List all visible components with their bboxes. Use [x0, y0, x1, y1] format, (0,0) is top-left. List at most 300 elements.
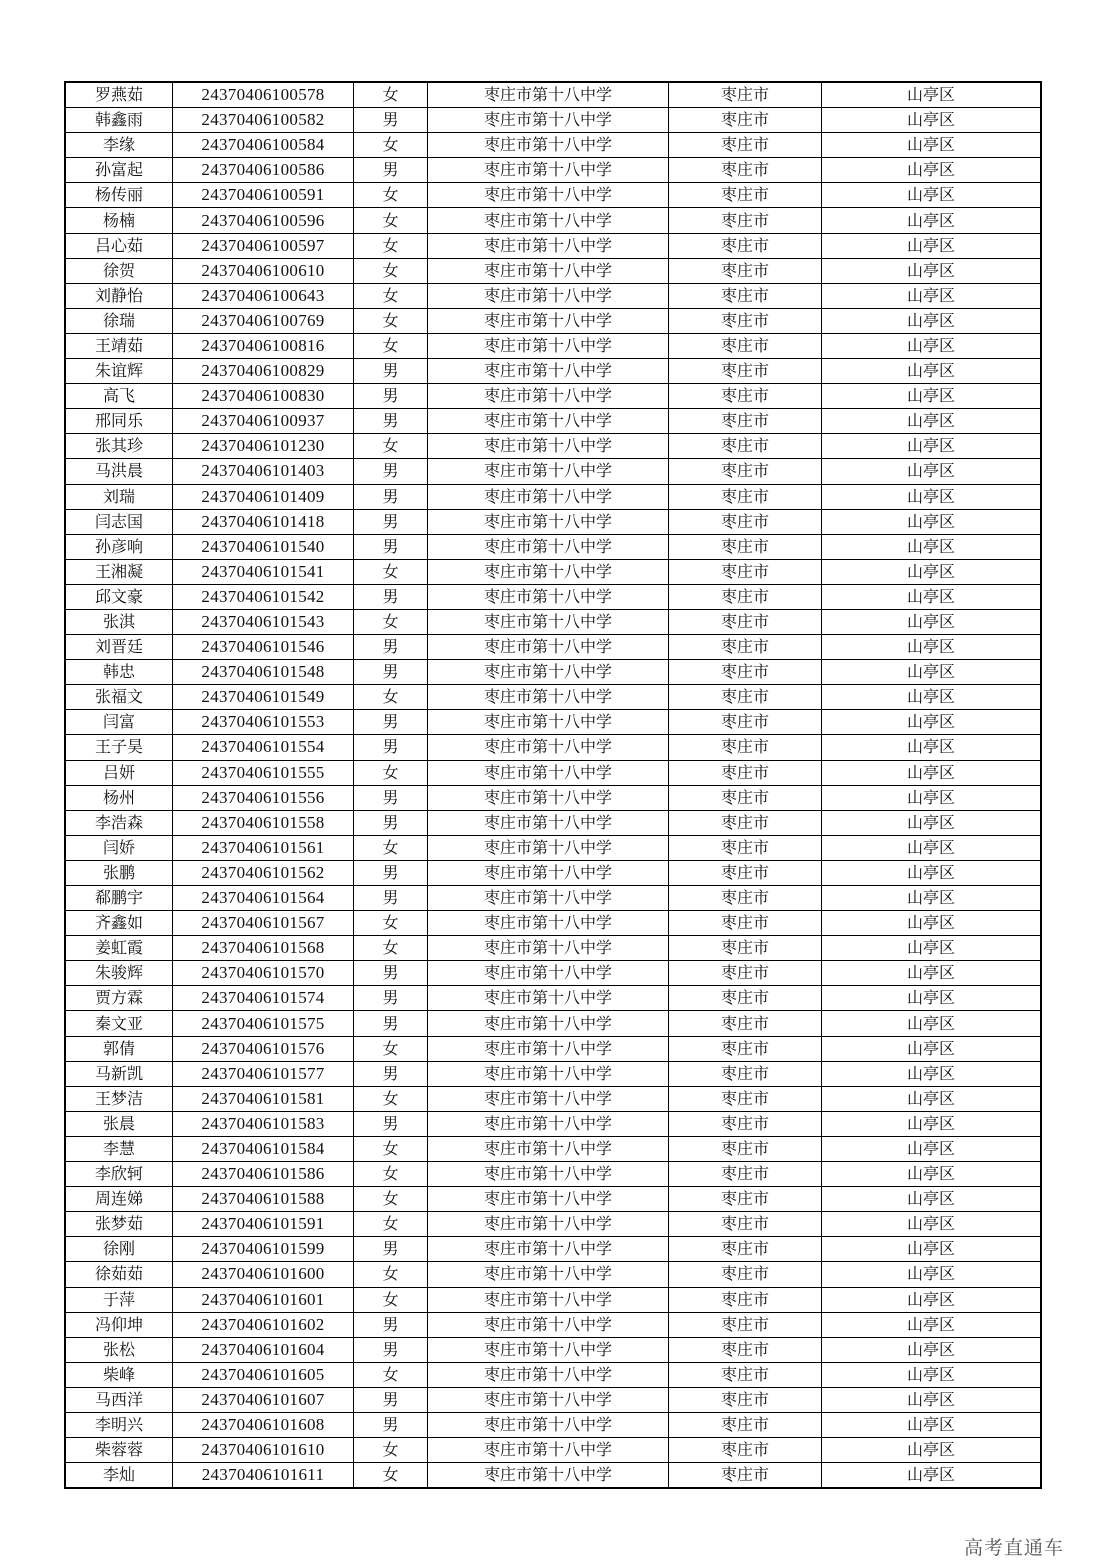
school-cell: 枣庄市第十八中学: [428, 635, 669, 660]
table-row: [65, 133, 1041, 158]
school-cell: 枣庄市第十八中学: [428, 108, 669, 133]
gender-cell: 男: [354, 810, 428, 835]
school-cell: 枣庄市第十八中学: [428, 82, 669, 108]
table-row: [65, 108, 1041, 133]
city-cell: 枣庄市: [669, 133, 822, 158]
table-row: [65, 1111, 1041, 1136]
district-cell: 山亭区: [822, 1387, 1042, 1412]
exam-id-cell: 24370406101554: [173, 735, 354, 760]
city-cell: 枣庄市: [669, 810, 822, 835]
student-name-cell: 冯仰坤: [65, 1312, 173, 1337]
school-cell: 枣庄市第十八中学: [428, 1412, 669, 1437]
district-cell: 山亭区: [822, 258, 1042, 283]
student-name-cell: 马洪晨: [65, 459, 173, 484]
student-name-cell: 郗鹏宇: [65, 886, 173, 911]
student-name-cell: 徐刚: [65, 1237, 173, 1262]
table-row: [65, 710, 1041, 735]
gender-cell: 女: [354, 258, 428, 283]
city-cell: 枣庄市: [669, 835, 822, 860]
district-cell: 山亭区: [822, 1312, 1042, 1337]
school-cell: 枣庄市第十八中学: [428, 685, 669, 710]
school-cell: 枣庄市第十八中学: [428, 1011, 669, 1036]
gender-cell: 男: [354, 635, 428, 660]
city-cell: 枣庄市: [669, 434, 822, 459]
city-cell: 枣庄市: [669, 1412, 822, 1437]
student-name-cell: 李浩森: [65, 810, 173, 835]
gender-cell: 男: [354, 1061, 428, 1086]
city-cell: 枣庄市: [669, 1187, 822, 1212]
district-cell: 山亭区: [822, 1463, 1042, 1489]
school-cell: 枣庄市第十八中学: [428, 860, 669, 885]
gender-cell: 女: [354, 283, 428, 308]
school-cell: 枣庄市第十八中学: [428, 1312, 669, 1337]
exam-id-cell: 24370406101562: [173, 860, 354, 885]
district-cell: 山亭区: [822, 1036, 1042, 1061]
district-cell: 山亭区: [822, 1362, 1042, 1387]
city-cell: 枣庄市: [669, 1262, 822, 1287]
district-cell: 山亭区: [822, 1011, 1042, 1036]
table-row: [65, 584, 1041, 609]
table-row: [65, 459, 1041, 484]
table-row: [65, 1061, 1041, 1086]
district-cell: 山亭区: [822, 584, 1042, 609]
district-cell: 山亭区: [822, 158, 1042, 183]
table-row: [65, 258, 1041, 283]
gender-cell: 男: [354, 108, 428, 133]
exam-id-cell: 24370406100586: [173, 158, 354, 183]
district-cell: 山亭区: [822, 936, 1042, 961]
city-cell: 枣庄市: [669, 1011, 822, 1036]
city-cell: 枣庄市: [669, 409, 822, 434]
school-cell: 枣庄市第十八中学: [428, 183, 669, 208]
exam-id-cell: 24370406101577: [173, 1061, 354, 1086]
table-row: [65, 886, 1041, 911]
district-cell: 山亭区: [822, 208, 1042, 233]
student-name-cell: 马西洋: [65, 1387, 173, 1412]
table-row: [65, 986, 1041, 1011]
school-cell: 枣庄市第十八中学: [428, 1036, 669, 1061]
gender-cell: 男: [354, 1337, 428, 1362]
gender-cell: 女: [354, 685, 428, 710]
exam-id-cell: 24370406100591: [173, 183, 354, 208]
student-name-cell: 邱文豪: [65, 584, 173, 609]
exam-id-cell: 24370406100578: [173, 82, 354, 108]
exam-id-cell: 24370406101403: [173, 459, 354, 484]
table-row: [65, 835, 1041, 860]
student-name-cell: 闫娇: [65, 835, 173, 860]
school-cell: 枣庄市第十八中学: [428, 509, 669, 534]
city-cell: 枣庄市: [669, 509, 822, 534]
gender-cell: 女: [354, 333, 428, 358]
student-name-cell: 韩鑫雨: [65, 108, 173, 133]
student-name-cell: 柴蓉蓉: [65, 1438, 173, 1463]
city-cell: 枣庄市: [669, 183, 822, 208]
student-name-cell: 王子昊: [65, 735, 173, 760]
district-cell: 山亭区: [822, 660, 1042, 685]
district-cell: 山亭区: [822, 1287, 1042, 1312]
city-cell: 枣庄市: [669, 785, 822, 810]
district-cell: 山亭区: [822, 233, 1042, 258]
table-row: [65, 359, 1041, 384]
table-row: [65, 936, 1041, 961]
city-cell: 枣庄市: [669, 82, 822, 108]
exam-id-cell: 24370406100610: [173, 258, 354, 283]
city-cell: 枣庄市: [669, 233, 822, 258]
student-name-cell: 王湘凝: [65, 559, 173, 584]
gender-cell: 女: [354, 208, 428, 233]
district-cell: 山亭区: [822, 559, 1042, 584]
student-name-cell: 闫志国: [65, 509, 173, 534]
student-name-cell: 孙彦响: [65, 534, 173, 559]
table-row: [65, 1412, 1041, 1437]
district-cell: 山亭区: [822, 308, 1042, 333]
gender-cell: 男: [354, 534, 428, 559]
exam-id-cell: 24370406101574: [173, 986, 354, 1011]
student-name-cell: 齐鑫如: [65, 911, 173, 936]
school-cell: 枣庄市第十八中学: [428, 584, 669, 609]
gender-cell: 男: [354, 1412, 428, 1437]
city-cell: 枣庄市: [669, 1086, 822, 1111]
exam-id-cell: 24370406101542: [173, 584, 354, 609]
exam-id-cell: 24370406101558: [173, 810, 354, 835]
student-name-cell: 高飞: [65, 384, 173, 409]
city-cell: 枣庄市: [669, 1111, 822, 1136]
student-name-cell: 张晨: [65, 1111, 173, 1136]
exam-id-cell: 24370406101586: [173, 1162, 354, 1187]
school-cell: 枣庄市第十八中学: [428, 1136, 669, 1161]
city-cell: 枣庄市: [669, 1463, 822, 1489]
student-name-cell: 张其珍: [65, 434, 173, 459]
gender-cell: 女: [354, 1036, 428, 1061]
district-cell: 山亭区: [822, 685, 1042, 710]
school-cell: 枣庄市第十八中学: [428, 208, 669, 233]
school-cell: 枣庄市第十八中学: [428, 459, 669, 484]
exam-id-cell: 24370406101543: [173, 609, 354, 634]
school-cell: 枣庄市第十八中学: [428, 1387, 669, 1412]
student-name-cell: 罗燕茹: [65, 82, 173, 108]
table-row: [65, 1387, 1041, 1412]
table-row: [65, 1036, 1041, 1061]
gender-cell: 男: [354, 409, 428, 434]
school-cell: 枣庄市第十八中学: [428, 1337, 669, 1362]
school-cell: 枣庄市第十八中学: [428, 1237, 669, 1262]
gender-cell: 女: [354, 911, 428, 936]
gender-cell: 男: [354, 384, 428, 409]
exam-id-cell: 24370406101540: [173, 534, 354, 559]
table-row: [65, 1136, 1041, 1161]
gender-cell: 女: [354, 609, 428, 634]
school-cell: 枣庄市第十八中学: [428, 609, 669, 634]
district-cell: 山亭区: [822, 1262, 1042, 1287]
school-cell: 枣庄市第十八中学: [428, 1111, 669, 1136]
table-row: [65, 158, 1041, 183]
student-name-cell: 朱谊辉: [65, 359, 173, 384]
student-name-cell: 李欣轲: [65, 1162, 173, 1187]
city-cell: 枣庄市: [669, 384, 822, 409]
city-cell: 枣庄市: [669, 359, 822, 384]
district-cell: 山亭区: [822, 911, 1042, 936]
exam-id-cell: 24370406101570: [173, 961, 354, 986]
school-cell: 枣庄市第十八中学: [428, 1438, 669, 1463]
exam-id-cell: 24370406101567: [173, 911, 354, 936]
city-cell: 枣庄市: [669, 936, 822, 961]
gender-cell: 男: [354, 1312, 428, 1337]
gender-cell: 男: [354, 710, 428, 735]
table-row: [65, 434, 1041, 459]
exam-id-cell: 24370406101546: [173, 635, 354, 660]
table-row: [65, 283, 1041, 308]
gender-cell: 女: [354, 183, 428, 208]
table-row: [65, 484, 1041, 509]
city-cell: 枣庄市: [669, 158, 822, 183]
school-cell: 枣庄市第十八中学: [428, 1061, 669, 1086]
city-cell: 枣庄市: [669, 534, 822, 559]
exam-id-cell: 24370406101584: [173, 1136, 354, 1161]
city-cell: 枣庄市: [669, 1237, 822, 1262]
table-row: [65, 208, 1041, 233]
school-cell: 枣庄市第十八中学: [428, 384, 669, 409]
watermark: 高考直通车: [964, 1537, 1065, 1559]
school-cell: 枣庄市第十八中学: [428, 283, 669, 308]
gender-cell: 男: [354, 660, 428, 685]
table-row: [65, 534, 1041, 559]
district-cell: 山亭区: [822, 1162, 1042, 1187]
school-cell: 枣庄市第十八中学: [428, 1362, 669, 1387]
exam-id-cell: 24370406101600: [173, 1262, 354, 1287]
district-cell: 山亭区: [822, 133, 1042, 158]
school-cell: 枣庄市第十八中学: [428, 333, 669, 358]
city-cell: 枣庄市: [669, 1162, 822, 1187]
school-cell: 枣庄市第十八中学: [428, 810, 669, 835]
exam-id-cell: 24370406100769: [173, 308, 354, 333]
student-name-cell: 杨传丽: [65, 183, 173, 208]
city-cell: 枣庄市: [669, 986, 822, 1011]
gender-cell: 女: [354, 1212, 428, 1237]
student-name-cell: 柴峰: [65, 1362, 173, 1387]
district-cell: 山亭区: [822, 710, 1042, 735]
exam-id-cell: 24370406100582: [173, 108, 354, 133]
district-cell: 山亭区: [822, 509, 1042, 534]
gender-cell: 女: [354, 1187, 428, 1212]
exam-id-cell: 24370406101541: [173, 559, 354, 584]
district-cell: 山亭区: [822, 1337, 1042, 1362]
student-name-cell: 孙富起: [65, 158, 173, 183]
city-cell: 枣庄市: [669, 108, 822, 133]
district-cell: 山亭区: [822, 1237, 1042, 1262]
city-cell: 枣庄市: [669, 961, 822, 986]
gender-cell: 女: [354, 434, 428, 459]
table-row: [65, 609, 1041, 634]
district-cell: 山亭区: [822, 810, 1042, 835]
student-name-cell: 吕妍: [65, 760, 173, 785]
exam-id-cell: 24370406101418: [173, 509, 354, 534]
city-cell: 枣庄市: [669, 660, 822, 685]
exam-id-cell: 24370406101605: [173, 1362, 354, 1387]
school-cell: 枣庄市第十八中学: [428, 359, 669, 384]
school-cell: 枣庄市第十八中学: [428, 158, 669, 183]
district-cell: 山亭区: [822, 735, 1042, 760]
district-cell: 山亭区: [822, 1438, 1042, 1463]
school-cell: 枣庄市第十八中学: [428, 1162, 669, 1187]
table-row: [65, 860, 1041, 885]
gender-cell: 女: [354, 760, 428, 785]
district-cell: 山亭区: [822, 434, 1042, 459]
city-cell: 枣庄市: [669, 584, 822, 609]
table-row: [65, 183, 1041, 208]
gender-cell: 女: [354, 1086, 428, 1111]
district-cell: 山亭区: [822, 534, 1042, 559]
district-cell: 山亭区: [822, 886, 1042, 911]
school-cell: 枣庄市第十八中学: [428, 835, 669, 860]
school-cell: 枣庄市第十八中学: [428, 233, 669, 258]
gender-cell: 男: [354, 1111, 428, 1136]
table-row: [65, 1212, 1041, 1237]
gender-cell: 男: [354, 1011, 428, 1036]
gender-cell: 男: [354, 961, 428, 986]
school-cell: 枣庄市第十八中学: [428, 1086, 669, 1111]
table-row: [65, 384, 1041, 409]
student-name-cell: 秦文亚: [65, 1011, 173, 1036]
exam-id-cell: 24370406101409: [173, 484, 354, 509]
school-cell: 枣庄市第十八中学: [428, 484, 669, 509]
table-row: [65, 1011, 1041, 1036]
city-cell: 枣庄市: [669, 1387, 822, 1412]
student-name-cell: 李慧: [65, 1136, 173, 1161]
student-name-cell: 李灿: [65, 1463, 173, 1489]
exam-id-cell: 24370406101602: [173, 1312, 354, 1337]
district-cell: 山亭区: [822, 986, 1042, 1011]
student-name-cell: 周连娣: [65, 1187, 173, 1212]
school-cell: 枣庄市第十八中学: [428, 760, 669, 785]
table-row: [65, 1312, 1041, 1337]
exam-id-cell: 24370406100584: [173, 133, 354, 158]
city-cell: 枣庄市: [669, 1287, 822, 1312]
student-name-cell: 徐茹茹: [65, 1262, 173, 1287]
exam-id-cell: 24370406100816: [173, 333, 354, 358]
school-cell: 枣庄市第十八中学: [428, 886, 669, 911]
student-name-cell: 杨楠: [65, 208, 173, 233]
school-cell: 枣庄市第十八中学: [428, 258, 669, 283]
student-name-cell: 吕心茹: [65, 233, 173, 258]
exam-id-cell: 24370406101607: [173, 1387, 354, 1412]
table-row: [65, 635, 1041, 660]
district-cell: 山亭区: [822, 1412, 1042, 1437]
school-cell: 枣庄市第十八中学: [428, 1287, 669, 1312]
city-cell: 枣庄市: [669, 735, 822, 760]
district-cell: 山亭区: [822, 835, 1042, 860]
city-cell: 枣庄市: [669, 283, 822, 308]
school-cell: 枣庄市第十八中学: [428, 308, 669, 333]
gender-cell: 女: [354, 82, 428, 108]
district-cell: 山亭区: [822, 785, 1042, 810]
student-name-cell: 刘静怡: [65, 283, 173, 308]
city-cell: 枣庄市: [669, 710, 822, 735]
district-cell: 山亭区: [822, 359, 1042, 384]
student-name-cell: 贾方霖: [65, 986, 173, 1011]
table-row: [65, 810, 1041, 835]
exam-id-cell: 24370406101556: [173, 785, 354, 810]
school-cell: 枣庄市第十八中学: [428, 660, 669, 685]
gender-cell: 男: [354, 158, 428, 183]
city-cell: 枣庄市: [669, 1362, 822, 1387]
city-cell: 枣庄市: [669, 609, 822, 634]
gender-cell: 男: [354, 785, 428, 810]
exam-id-cell: 24370406101549: [173, 685, 354, 710]
table-row: [65, 685, 1041, 710]
gender-cell: 男: [354, 584, 428, 609]
exam-id-cell: 24370406101591: [173, 1212, 354, 1237]
school-cell: 枣庄市第十八中学: [428, 1463, 669, 1489]
school-cell: 枣庄市第十八中学: [428, 534, 669, 559]
gender-cell: 女: [354, 133, 428, 158]
gender-cell: 男: [354, 1387, 428, 1412]
exam-id-cell: 24370406101599: [173, 1237, 354, 1262]
student-name-cell: 于萍: [65, 1287, 173, 1312]
gender-cell: 男: [354, 359, 428, 384]
exam-id-cell: 24370406100937: [173, 409, 354, 434]
school-cell: 枣庄市第十八中学: [428, 785, 669, 810]
student-name-cell: 张松: [65, 1337, 173, 1362]
school-cell: 枣庄市第十八中学: [428, 409, 669, 434]
school-cell: 枣庄市第十八中学: [428, 961, 669, 986]
exam-id-cell: 24370406101575: [173, 1011, 354, 1036]
exam-id-cell: 24370406101611: [173, 1463, 354, 1489]
exam-id-cell: 24370406101608: [173, 1412, 354, 1437]
district-cell: 山亭区: [822, 1136, 1042, 1161]
table-row: [65, 1262, 1041, 1287]
school-cell: 枣庄市第十八中学: [428, 1187, 669, 1212]
student-name-cell: 徐瑞: [65, 308, 173, 333]
district-cell: 山亭区: [822, 108, 1042, 133]
school-cell: 枣庄市第十八中学: [428, 936, 669, 961]
student-name-cell: 张淇: [65, 609, 173, 634]
exam-id-cell: 24370406100830: [173, 384, 354, 409]
city-cell: 枣庄市: [669, 911, 822, 936]
student-name-cell: 王靖茹: [65, 333, 173, 358]
table-row: [65, 308, 1041, 333]
table-row: [65, 82, 1041, 108]
student-name-cell: 王梦洁: [65, 1086, 173, 1111]
table-row: [65, 409, 1041, 434]
table-row: [65, 961, 1041, 986]
gender-cell: 男: [354, 735, 428, 760]
gender-cell: 女: [354, 308, 428, 333]
exam-id-cell: 24370406100597: [173, 233, 354, 258]
table-row: [65, 1162, 1041, 1187]
student-name-cell: 邢同乐: [65, 409, 173, 434]
city-cell: 枣庄市: [669, 308, 822, 333]
exam-id-cell: 24370406101564: [173, 886, 354, 911]
table-row: [65, 785, 1041, 810]
school-cell: 枣庄市第十八中学: [428, 1262, 669, 1287]
district-cell: 山亭区: [822, 484, 1042, 509]
city-cell: 枣庄市: [669, 1312, 822, 1337]
student-name-cell: 朱骏辉: [65, 961, 173, 986]
gender-cell: 男: [354, 860, 428, 885]
school-cell: 枣庄市第十八中学: [428, 1212, 669, 1237]
district-cell: 山亭区: [822, 409, 1042, 434]
district-cell: 山亭区: [822, 961, 1042, 986]
table-row: [65, 660, 1041, 685]
gender-cell: 女: [354, 233, 428, 258]
exam-id-cell: 24370406101553: [173, 710, 354, 735]
exam-id-cell: 24370406100596: [173, 208, 354, 233]
table-row: [65, 509, 1041, 534]
district-cell: 山亭区: [822, 283, 1042, 308]
student-name-cell: 张梦茹: [65, 1212, 173, 1237]
student-name-cell: 李明兴: [65, 1412, 173, 1437]
district-cell: 山亭区: [822, 333, 1042, 358]
